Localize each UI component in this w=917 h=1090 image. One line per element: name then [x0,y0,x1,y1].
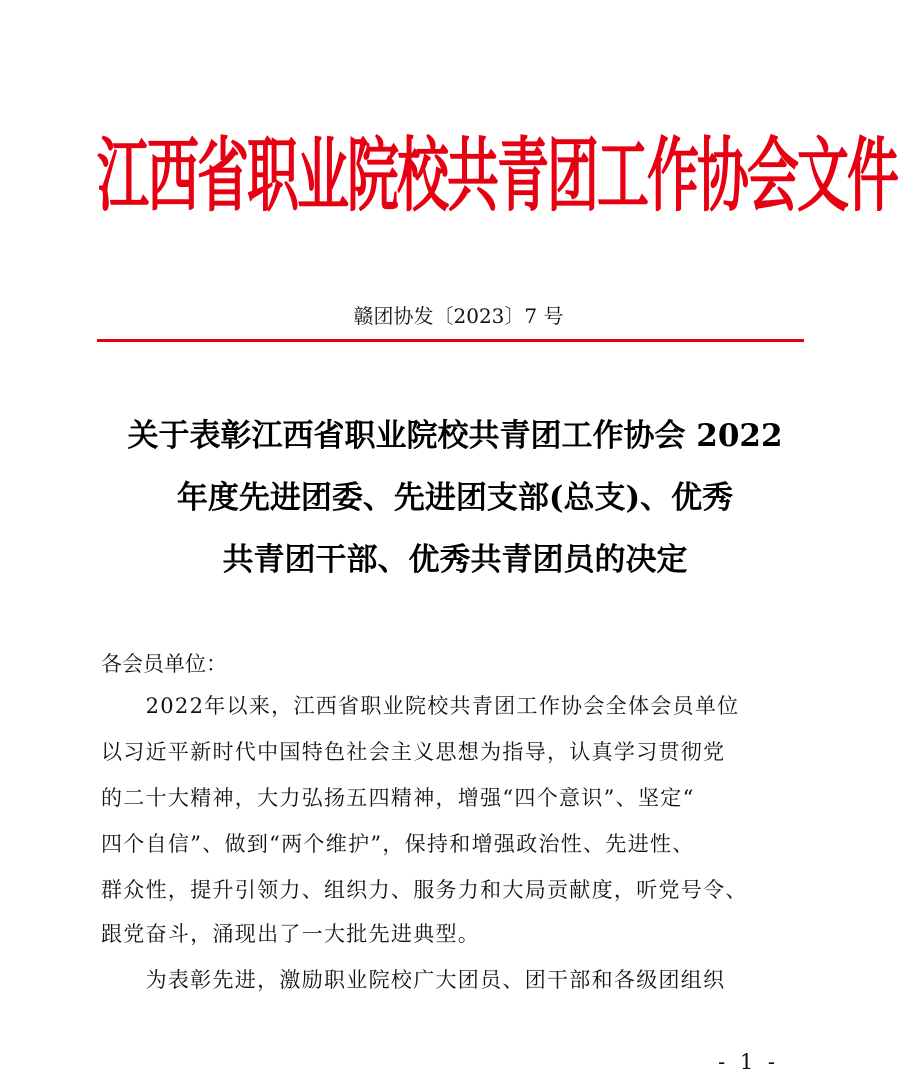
title-line-3: 共青团干部、优秀共青团员的决定 [222,542,688,578]
paragraph-1-line-1: 2022年以来，江西省职业院校共青团工作协会全体会员单位 [101,694,740,718]
paragraph-1-line-4: 四个自信”、做到“两个维护”，保持和增强政治性、先进性、 [101,832,695,856]
paragraph-1-line-6: 跟党奋斗，涌现出了一大批先进典型。 [101,922,481,946]
title-line-1: 关于表彰江西省职业院校共青团工作协会 2022 [127,418,783,454]
paragraph-1-line-2: 以习近平新时代中国特色社会主义思想为指导，认真学习贯彻党 [101,740,726,764]
document-number: 赣团协发〔2023〕7 号 [353,304,564,328]
paragraph-2-line-1: 为表彰先进，激励职业院校广大团员、团干部和各级团组织 [101,968,726,992]
page-number: - 1 - [718,1050,779,1074]
salutation: 各会员单位： [101,652,227,676]
paragraph-1-line-3: 的二十大精神，大力弘扬五四精神，增强“四个意识”、坚定“ [101,786,695,810]
document-title [80,405,830,591]
document-masthead: 江西省职业院校共青团工作协会文件 [97,128,898,224]
red-divider-rule [97,339,804,342]
title-line-2: 年度先进团委、先进团支部(总支)、优秀 [176,480,734,516]
paragraph-1-line-5: 群众性，提升引领力、组织力、服务力和大局贡献度，听党号令、 [101,878,748,902]
